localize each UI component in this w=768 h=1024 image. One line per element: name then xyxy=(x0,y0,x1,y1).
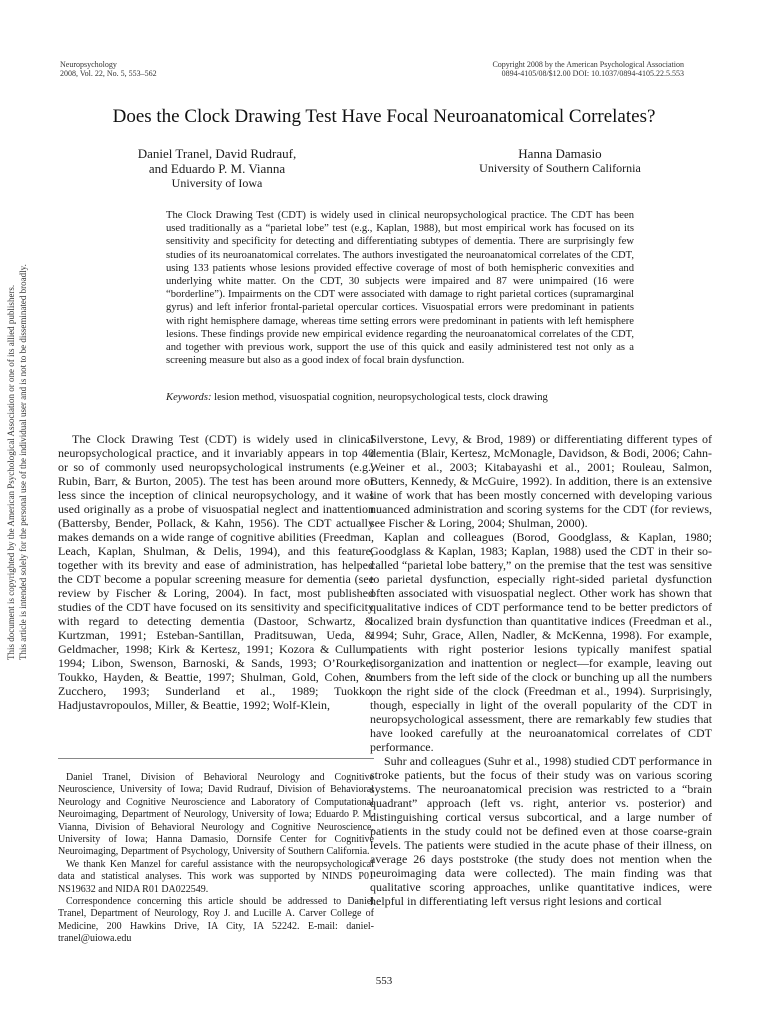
footnote-divider xyxy=(58,758,374,759)
copyright-notice xyxy=(492,60,684,78)
keywords-label: Keywords: xyxy=(166,392,212,403)
author-affiliation: University of Southern California xyxy=(479,161,641,175)
page-number: 553 xyxy=(375,975,393,987)
author-note-acknowledgments: We thank Ken Manzel for careful assistance with the neuropsychological data and statistical analyses. This work was supported by NINDS P01 NS19632 and NIDA R01 DA022549. xyxy=(58,858,374,895)
author-block-left xyxy=(95,146,339,191)
copyright-line: Copyright 2008 by the American Psychological Association xyxy=(492,60,684,69)
keywords xyxy=(166,391,634,404)
body-column-left xyxy=(58,432,374,712)
body-paragraph: Suhr and colleagues (Suhr et al., 1998) studied CDT performance in stroke patients, but the focus of their study was on various scoring systems. The neuroanatomical precision was restricted to a “brain quadrant” approach (left vs. right, anterior vs. posterior) and distinguishing cortical versus subcortical, and a large number of patients in the study could not be defined even at those coarse-grain levels. The patients were studied in the acute phase of their illness, on average 26 days poststroke (the study does not mention when the neuroimaging data were collected). The main finding was that qualitative scoring approaches, unlike quantitative indices, were helpful in differentiating left versus right lesions and cortical xyxy=(370,754,712,908)
author-block-right xyxy=(445,146,675,176)
abstract: The Clock Drawing Test (CDT) is widely used in clinical neuropsychological practice. The CDT has been used traditionally as a “parietal lobe” test (e.g., Kaplan, 1988), but most empirical work has focused on its sensitivity and specificity for detecting and differentiating subtypes of dementia. There are surprisingly few studies of its neuroanatomical correlates. The authors investigated the neuroanatomical correlates of the CDT, using 133 patients whose lesions provided effective coverage of most of both hemispheric convexities and underlying white matter. On the CDT, 30 subjects were impaired and 87 were unimpaired (16 were “borderline”). Impairments on the CDT were associated with damage to right parietal cortices (supramarginal gyrus) and left inferior frontal-parietal opercular cortices. Visuospatial errors were predominant in patients with right hemisphere damage, whereas time setting errors were predominant in patients with left hemisphere lesions. These findings provide new empirical evidence regarding the neuroanatomical correlates of the CDT, and together with previous work, support the use of this quick and easily administered test not only as a screening measure but also as a good index of focal brain dysfunction. xyxy=(166,210,634,367)
body-paragraph: Kaplan and colleagues (Borod, Goodglass, & Kaplan, 1980; Goodglass & Kaplan, 1983; Kaplan, 1988) used the CDT in their so-called “parietal lobe battery,” on the premise that the test was sensitive to parietal dysfunction, especially right-sided parietal dysfunction often associated with visuospatial neglect. Other work has shown that qualitative indices of CDT performance tend to be better predictors of localized brain dysfunction than quantitative indices (Freedman et al., 1994; Suhr, Grace, Allen, Nadler, & McKenna, 1998). For example, patients with right posterior lesions typically manifest spatial disorganization and inattention or neglect—for example, leaving out numbers from the left side of the clock or bunching up all the numbers on the right side of the clock (Freedman et al., 1994). Surprisingly, though, especially in light of the overall popularity of the CDT in neuropsychological assessment, there are remarkably few studies that have looked carefully at the neuroanatomical correlates of CDT performance. xyxy=(370,530,712,754)
journal-name: Neuropsychology xyxy=(60,60,117,69)
copyright-side-notice-line1: This document is copyrighted by the American Psychological Association or one of its allied publishers. xyxy=(6,284,16,660)
author-note-correspondence: Correspondence concerning this article should be addressed to Daniel Tranel, Department of Neurology, Roy J. and Lucille A. Carver College of Medicine, 200 Hawkins Drive, IA City, IA 52242. E-mail: daniel-tranel@uiowa.edu xyxy=(58,896,374,945)
body-paragraph: The Clock Drawing Test (CDT) is widely used in clinical neuropsychological practice, and it invariably appears in top 40 or so of commonly used neuropsychological instruments (e.g., Rubin, Barr, & Burton, 2005). The test has been around more or less since the inception of clinical neuropsychology, and it was used originally as a probe of visuospatial neglect and inattention (Battersby, Bender, Pollack, & Kahn, 1956). The CDT actually makes demands on a wide range of cognitive abilities (Freedman, Leach, Kaplan, Shulman, & Delis, 1994), and this feature, together with its brevity and ease of administration, has helped the CDT become a popular screening measure for dementia (see review by Fischer & Loring, 2004). In fact, most published studies of the CDT have focused on its sensitivity and specificity with regard to detecting dementia (Dastoor, Schwartz, & Kurtzman, 1991; Esteban-Santillan, Praditsuwan, Ueda, & Geldmacher, 1998; Kirk & Kertesz, 1991; Kozora & Cullum, 1994; Libon, Swenson, Barnoski, & Sands, 1993; O’Rourke, Toukko, Hayden, & Beattie, 1997; Shulman, Gold, Cohen, & Zucchero, 1993; Sunderland et al., 1989; Tuokko, Hadjustavropoulos, Miller, & Beattie, 1992; Wolf-Klein, xyxy=(58,432,374,712)
body-column-right xyxy=(370,432,712,908)
author-name: Hanna Damasio xyxy=(518,146,602,161)
keywords-text: lesion method, visuospatial cognition, neuropsychological tests, clock drawing xyxy=(211,392,548,403)
author-notes xyxy=(58,772,374,946)
author-names-line2: and Eduardo P. M. Vianna xyxy=(148,161,286,176)
copyright-side-notice-line2: This article is intended solely for the personal use of the individual user and is not to be disseminated broadly. xyxy=(18,264,28,660)
author-note-affiliations: Daniel Tranel, Division of Behavioral Neurology and Cognitive Neuroscience, University of Iowa; David Rudrauf, Division of Behavioral Neurology and Cognitive Neuroscience and Laboratory of Computational Neuroimaging, Department of Neurology, University of Iowa; Eduardo P. M. Vianna, Division of Behavioral Neurology and Cognitive Neuroscience, University of Iowa; Hanna Damasio, Dornsife Center for Cognitive Neuroimaging, Department of Psychology, University of Southern California. xyxy=(58,772,374,858)
author-affiliation: University of Iowa xyxy=(171,176,263,190)
body-paragraph: Silverstone, Levy, & Brod, 1989) or differentiating different types of dementia (Blair, Kertesz, McMonagle, Davidson, & Bodi, 2006; Cahn-Weiner et al., 2003; Kitabayashi et al., 2001; Rouleau, Salmon, Butters, Kennedy, & McGuire, 1992). In addition, there is an extensive line of work that has been mostly concerned with developing various nuanced administration and scoring systems for the CDT (for reviews, see Fischer & Loring, 2004; Shulman, 2000). xyxy=(370,432,712,530)
article-title: Does the Clock Drawing Test Have Focal Neuroanatomical Correlates? xyxy=(112,106,656,127)
doi-line: 0894-4105/08/$12.00 DOI: 10.1037/0894-4105.22.5.553 xyxy=(501,69,684,78)
author-names-line1: Daniel Tranel, David Rudrauf, xyxy=(137,146,297,161)
journal-citation xyxy=(60,60,157,78)
journal-volume: 2008, Vol. 22, No. 5, 553–562 xyxy=(60,69,157,78)
